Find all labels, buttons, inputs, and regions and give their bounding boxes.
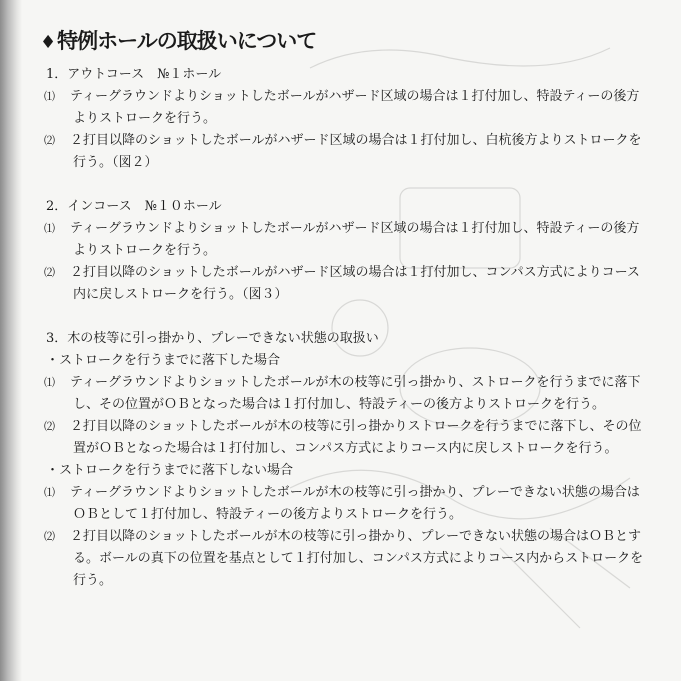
section-out-course [40,64,650,174]
item-text: ティーグラウンドよりショットしたボールが木の枝等に引っ掛かり、ストロークを行うまでに落下し、その位置がＯＢとなった場合は１打付加し、特設ティーの後方よりストロークを行う。 [70,375,641,412]
list-item [40,372,650,416]
page-spine-shadow [0,0,22,681]
subsection-label: ・ストロークを行うまでに落下した場合 [46,353,281,368]
item-number: ⑵ [44,530,55,543]
item-number: ⑴ [44,376,55,389]
item-text: ティーグラウンドよりショットしたボールがハザード区域の場合は１打付加し、特設ティーの後方よりストロークを行う。 [70,221,640,258]
list-item [40,130,650,174]
section-heading: 1．アウトコース №１ホール [46,67,222,82]
section-heading: 3．木の枝等に引っ掛かり、プレーできない状態の取扱い [46,331,379,346]
item-text: ２打目以降のショットしたボールがハザード区域の場合は１打付加し、白杭後方よりストロークを行う。（図２） [70,133,642,170]
list-item [40,482,650,526]
diamond-bullet-icon: ♦ [40,32,56,53]
section-heading: 2．インコース №１０ホール [46,199,222,214]
list-item [40,86,650,130]
page-title [40,26,650,58]
item-number: ⑴ [44,486,55,499]
subsection-label: ・ストロークを行うまでに落下しない場合 [46,463,294,478]
list-item [40,416,650,460]
item-number: ⑴ [44,222,55,235]
item-text: ２打目以降のショットしたボールが木の枝等に引っ掛かりストロークを行うまでに落下し、その位置がＯＢとなった場合は１打付加し、コンパス方式によりコース内に戻しストロークを行う。 [70,419,642,456]
section-in-course [40,196,650,306]
item-number: ⑴ [44,90,55,103]
item-text: ティーグラウンドよりショットしたボールが木の枝等に引っ掛かり、プレーできない状態の場合はＯＢとして１打付加し、特設ティーの後方よりストロークを行う。 [70,485,640,522]
document-page [40,26,650,614]
item-number: ⑵ [44,420,55,433]
list-item [40,218,650,262]
item-text: ２打目以降のショットしたボールがハザード区域の場合は１打付加し、コンパス方式によりコース内に戻しストロークを行う。（図３） [70,265,640,302]
list-item [40,262,650,306]
item-number: ⑵ [44,266,55,279]
title-text: 特例ホールの取扱いについて [57,29,317,53]
item-number: ⑵ [44,134,55,147]
item-text: ティーグラウンドよりショットしたボールがハザード区域の場合は１打付加し、特設ティーの後方よりストロークを行う。 [70,89,640,126]
list-item [40,526,650,592]
section-tree-branch [40,328,650,592]
item-text: ２打目以降のショットしたボールが木の枝等に引っ掛かり、プレーできない状態の場合はＯＢとする。ボールの真下の位置を基点として１打付加し、コンパス方式によりコース内からストロークを行う。 [70,529,644,588]
